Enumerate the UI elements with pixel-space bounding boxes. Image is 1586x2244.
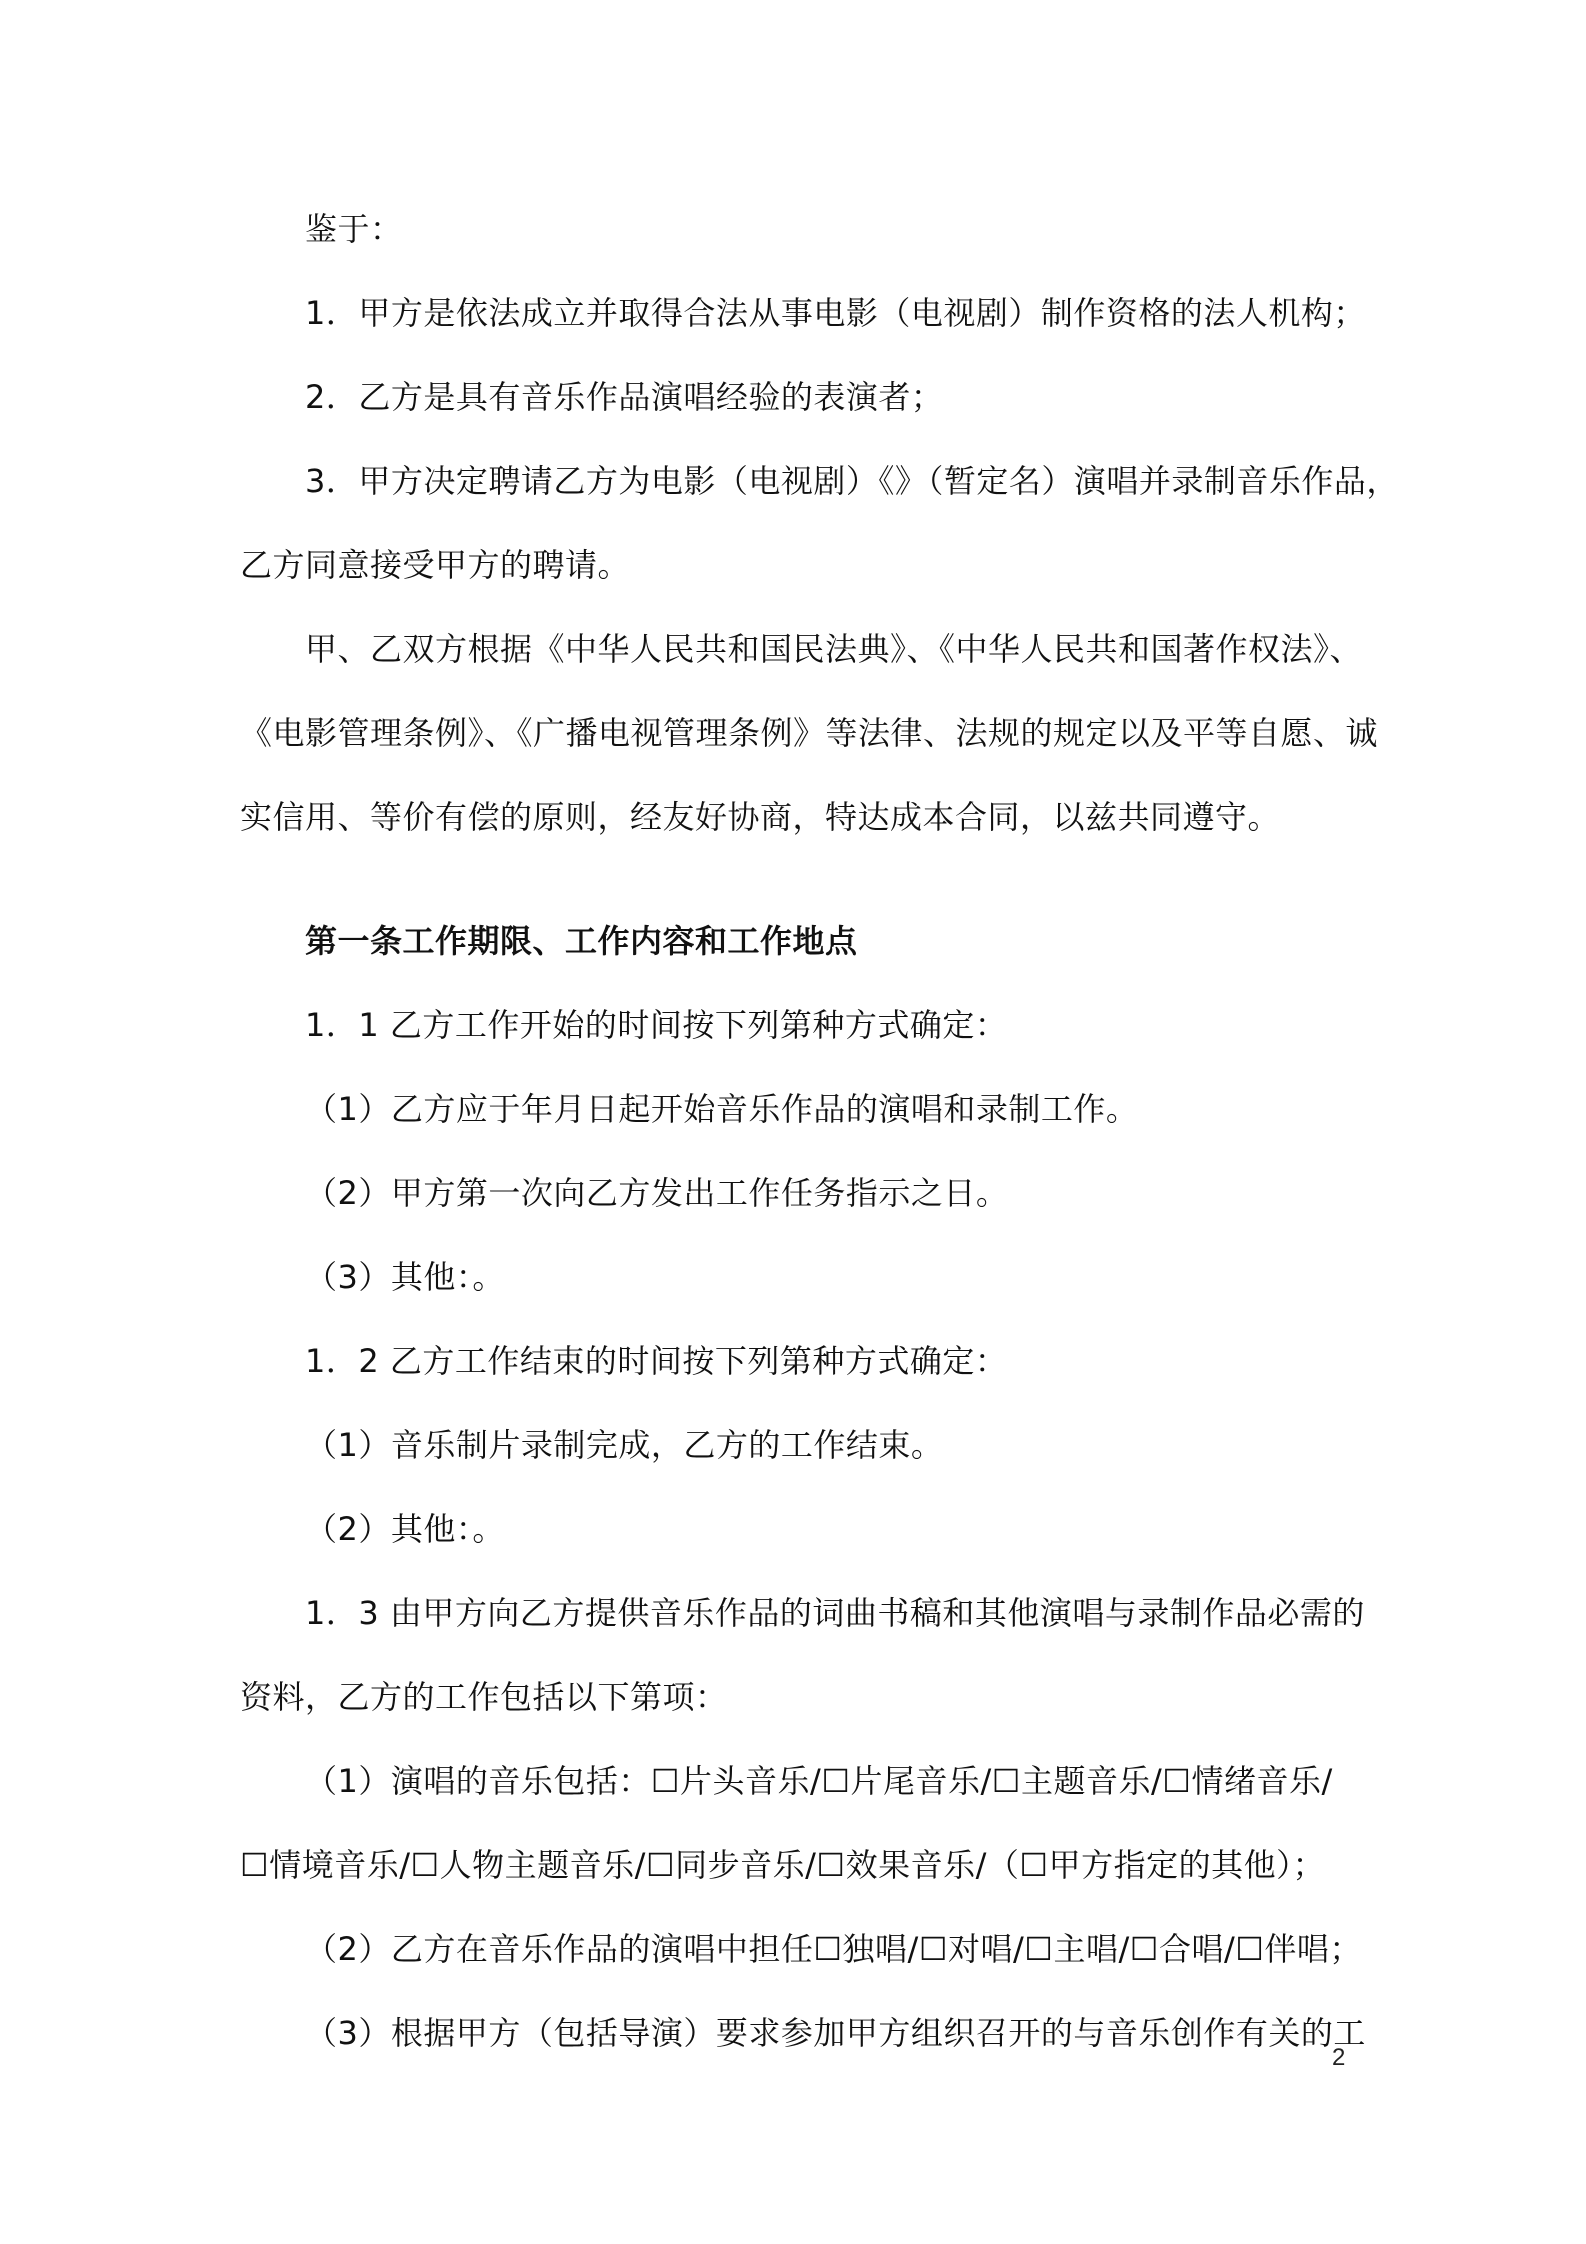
clause-1-2: 1．2 乙方工作结束的时间按下列第种方式确定： (305, 1342, 1008, 1380)
clause-1-3-item-1-continued: ☐情境音乐/☐人物主题音乐/☐同步音乐/☐效果音乐/（☐甲方指定的其他）； (240, 1846, 1326, 1884)
clause-1-3: 1．3 由甲方向乙方提供音乐作品的词曲书稿和其他演唱与录制作品必需的 (305, 1594, 1365, 1632)
page-number: 2 (1332, 2044, 1346, 2071)
recital-2: 2．乙方是具有音乐作品演唱经验的表演者； (305, 378, 944, 416)
clause-1-3-item-3: （3）根据甲方（包括导演）要求参加甲方组织召开的与音乐创作有关的工 (305, 2014, 1366, 2052)
basis-paragraph-line-1: 甲、乙双方根据《中华人民共和国民法典》、《中华人民共和国著作权法》、 (305, 630, 1363, 668)
clause-1-2-option-1: （1）音乐制片录制完成，乙方的工作结束。 (305, 1426, 944, 1464)
recital-3: 3．甲方决定聘请乙方为电影（电视剧）《》（暂定名）演唱并录制音乐作品， (305, 462, 1399, 500)
clause-1-2-option-2: （2）其他：。 (305, 1510, 505, 1548)
clause-1-1-option-1: （1）乙方应于年月日起开始音乐作品的演唱和录制工作。 (305, 1090, 1139, 1128)
clause-1-1-option-2: （2）甲方第一次向乙方发出工作任务指示之日。 (305, 1174, 1009, 1212)
article-1-heading: 第一条工作期限、工作内容和工作地点 (305, 922, 858, 960)
clause-1-3-continued: 资料，乙方的工作包括以下第项： (240, 1678, 728, 1716)
recital-3-continued: 乙方同意接受甲方的聘请。 (240, 546, 631, 584)
basis-paragraph-line-3: 实信用、等价有偿的原则，经友好协商，特达成本合同，以兹共同遵守。 (240, 798, 1281, 836)
clause-1-3-item-2: （2）乙方在音乐作品的演唱中担任☐独唱/☐对唱/☐主唱/☐合唱/☐伴唱； (305, 1930, 1362, 1968)
clause-1-1: 1．1 乙方工作开始的时间按下列第种方式确定： (305, 1006, 1008, 1044)
clause-1-3-item-1: （1）演唱的音乐包括：☐片头音乐/☐片尾音乐/☐主题音乐/☐情绪音乐/ (305, 1762, 1333, 1800)
recital-1: 1．甲方是依法成立并取得合法从事电影（电视剧）制作资格的法人机构； (305, 294, 1366, 332)
basis-paragraph-line-2: 《电影管理条例》、《广播电视管理条例》等法律、法规的规定以及平等自愿、诚 (240, 714, 1379, 752)
clause-1-1-option-3: （3）其他：。 (305, 1258, 505, 1296)
intro-text: 鉴于： (305, 210, 403, 248)
